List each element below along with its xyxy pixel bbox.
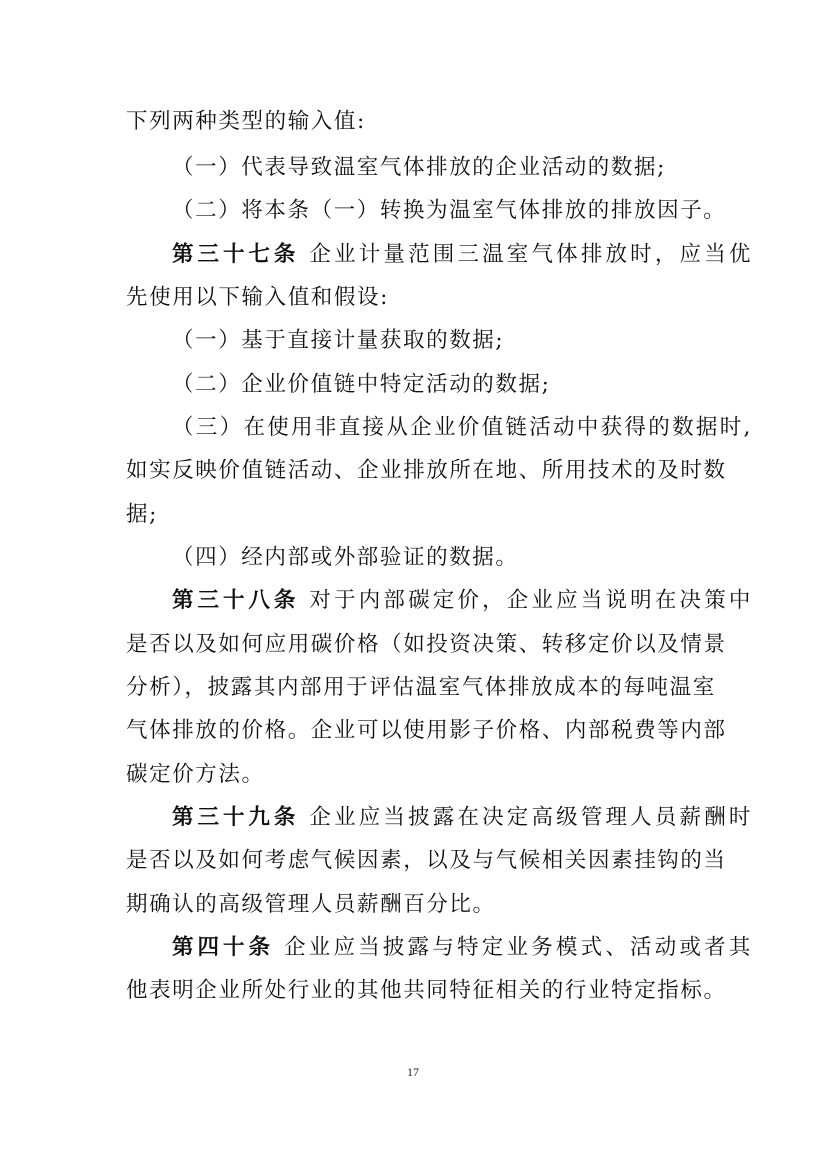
list-item: （二）将本条（一）转换为温室气体排放的排放因子。 (172, 198, 727, 223)
article-39-number: 第三十九条 (172, 805, 300, 830)
text-line: 气体排放的价格。企业可以使用影子价格、内部税费等内部 (126, 718, 727, 743)
text-line: 他表明企业所处行业的其他共同特征相关的行业特定指标。 (126, 978, 727, 1003)
article-38-text: 对于内部碳定价，企业应当说明在决策中 (309, 588, 752, 613)
article-38-number: 第三十八条 (172, 588, 300, 613)
list-item: （三）在使用非直接从企业价值链活动中获得的数据时, (172, 415, 752, 440)
list-item: （四）经内部或外部验证的数据。 (172, 545, 519, 570)
article-39-paragraph (126, 803, 752, 833)
page-number: 17 (407, 1065, 419, 1079)
text-line: 据; (126, 502, 158, 527)
article-37-paragraph (126, 240, 752, 270)
article-40-text: 企业应当披露与特定业务模式、活动或者其 (284, 935, 752, 960)
text-line: 分析），披露其内部用于评估温室气体排放成本的每吨温室 (126, 675, 716, 700)
text-line: 下列两种类型的输入值: (126, 109, 366, 134)
text-line: 先使用以下输入值和假设: (126, 285, 389, 310)
list-item: （二）企业价值链中特定活动的数据; (172, 372, 551, 397)
text-line: 期确认的高级管理人员薪酬百分比。 (126, 892, 496, 917)
article-37-number: 第三十七条 (172, 242, 300, 267)
text-line: 如实反映价值链活动、企业排放所在地、所用技术的及时数 (126, 458, 727, 483)
article-37-text: 企业计量范围三温室气体排放时，应当优 (309, 242, 752, 267)
list-item: （一）代表导致温室气体排放的企业活动的数据; (172, 155, 666, 180)
article-40-paragraph (126, 933, 752, 963)
text-line: 碳定价方法。 (126, 762, 265, 787)
article-38-paragraph (126, 586, 752, 616)
article-40-number: 第四十条 (172, 935, 275, 960)
list-item: （一）基于直接计量获取的数据; (172, 328, 505, 353)
text-line: 是否以及如何应用碳价格（如投资决策、转移定价以及情景 (126, 632, 727, 657)
article-39-text: 企业应当披露在决定高级管理人员薪酬时 (309, 805, 752, 830)
text-line: 是否以及如何考虑气候因素，以及与气候相关因素挂钩的当 (126, 848, 727, 873)
